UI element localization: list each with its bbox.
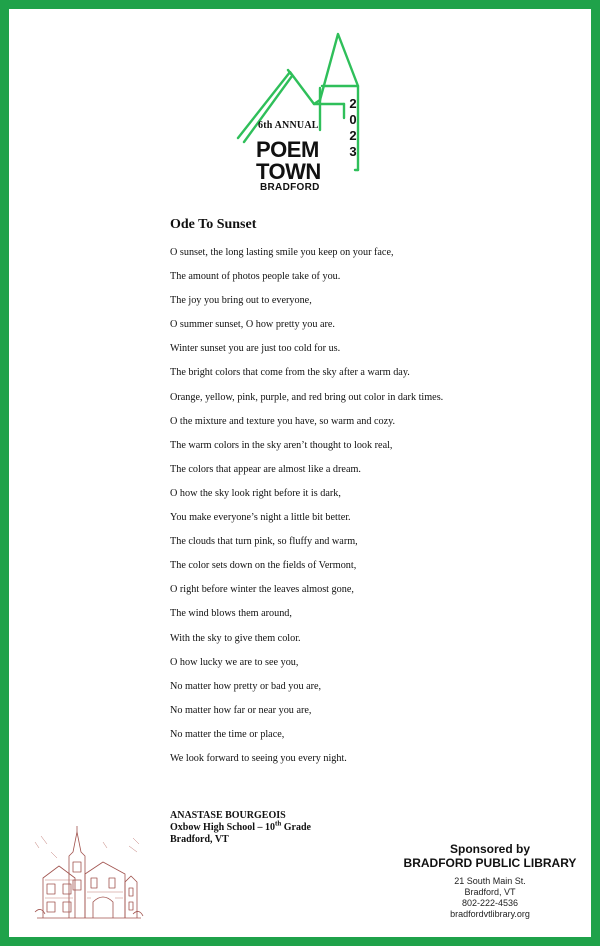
poem-line: The warm colors in the sky aren’t thought to look real, (170, 439, 393, 451)
poem-line: The wind blows them around, (170, 608, 292, 620)
poem-line: No matter how pretty or bad you are, (170, 680, 322, 692)
logo-year-digit: 0 (349, 112, 357, 127)
logo-year-digit: 3 (349, 144, 357, 159)
grade-ordinal-suffix: th (275, 819, 282, 828)
logo-year-digit: 2 (349, 96, 357, 111)
poem-line: O right before winter the leaves almost gone, (170, 584, 354, 596)
logo-town-word: TOWN (256, 159, 321, 184)
poem-line: The colors that appear are almost like a dream. (170, 463, 361, 475)
author-school (170, 819, 311, 834)
logo-year (346, 96, 360, 160)
logo-poem-word: POEM (256, 137, 319, 162)
author-name: ANASTASE BOURGEOIS (170, 810, 286, 821)
sponsor-city: Bradford, VT (464, 887, 516, 897)
sponsor-phone: 802-222-4536 (461, 898, 519, 908)
poem-line: O how lucky we are to see you, (170, 656, 299, 668)
poem-line: The clouds that turn pink, so fluffy and warm, (170, 536, 358, 548)
poem-town-logo (234, 30, 364, 200)
library-building-icon (33, 822, 145, 922)
logo-year-digit: 2 (349, 128, 357, 143)
poem-line: O sunset, the long lasting smile you keep on your face, (170, 247, 394, 258)
poem-line: No matter how far or near you are, (170, 704, 312, 716)
poem-line: Winter sunset you are just too cold for us. (170, 343, 341, 355)
poem-line: The bright colors that come from the sky after a warm day. (170, 367, 410, 379)
poem-line: With the sky to give them color. (170, 632, 301, 644)
poem-body (170, 247, 443, 777)
logo-bradford-word: BRADFORD (260, 182, 320, 193)
poem-line: You make everyone’s night a little bit better. (170, 512, 351, 524)
author-location: Bradford, VT (170, 834, 229, 845)
poem-line: The joy you bring out to everyone, (170, 295, 312, 307)
sponsor-address: 21 South Main St. (454, 876, 526, 886)
poem-line: The color sets down on the fields of Vermont, (170, 560, 357, 572)
sponsor-contact (398, 876, 582, 920)
sponsor-name: BRADFORD PUBLIC LIBRARY (403, 856, 577, 870)
poem-line: O summer sunset, O how pretty you are. (170, 319, 335, 331)
poem-line: Orange, yellow, pink, purple, and red bring out color in dark times. (170, 391, 444, 403)
poem-title: Ode To Sunset (170, 217, 257, 232)
author-school-rest: Grade (281, 822, 311, 833)
library-sketch-image (33, 822, 145, 922)
sponsor-website: bradfordvtlibrary.org (450, 909, 530, 919)
poem-line: We look forward to seeing you every night. (170, 752, 347, 764)
author-block (170, 810, 311, 846)
sponsor-block (398, 842, 582, 920)
poem-line: O how the sky look right before it is dark, (170, 487, 341, 499)
poem-line: The amount of photos people take of you. (170, 271, 341, 283)
logo-annual-label: 6th ANNUAL (258, 120, 319, 131)
author-school-prefix: Oxbow High School – 10 (170, 822, 276, 833)
poem-line: No matter the time or place, (170, 728, 285, 740)
poem-line: O the mixture and texture you have, so warm and cozy. (170, 415, 396, 427)
sponsor-heading: Sponsored by (449, 842, 530, 856)
